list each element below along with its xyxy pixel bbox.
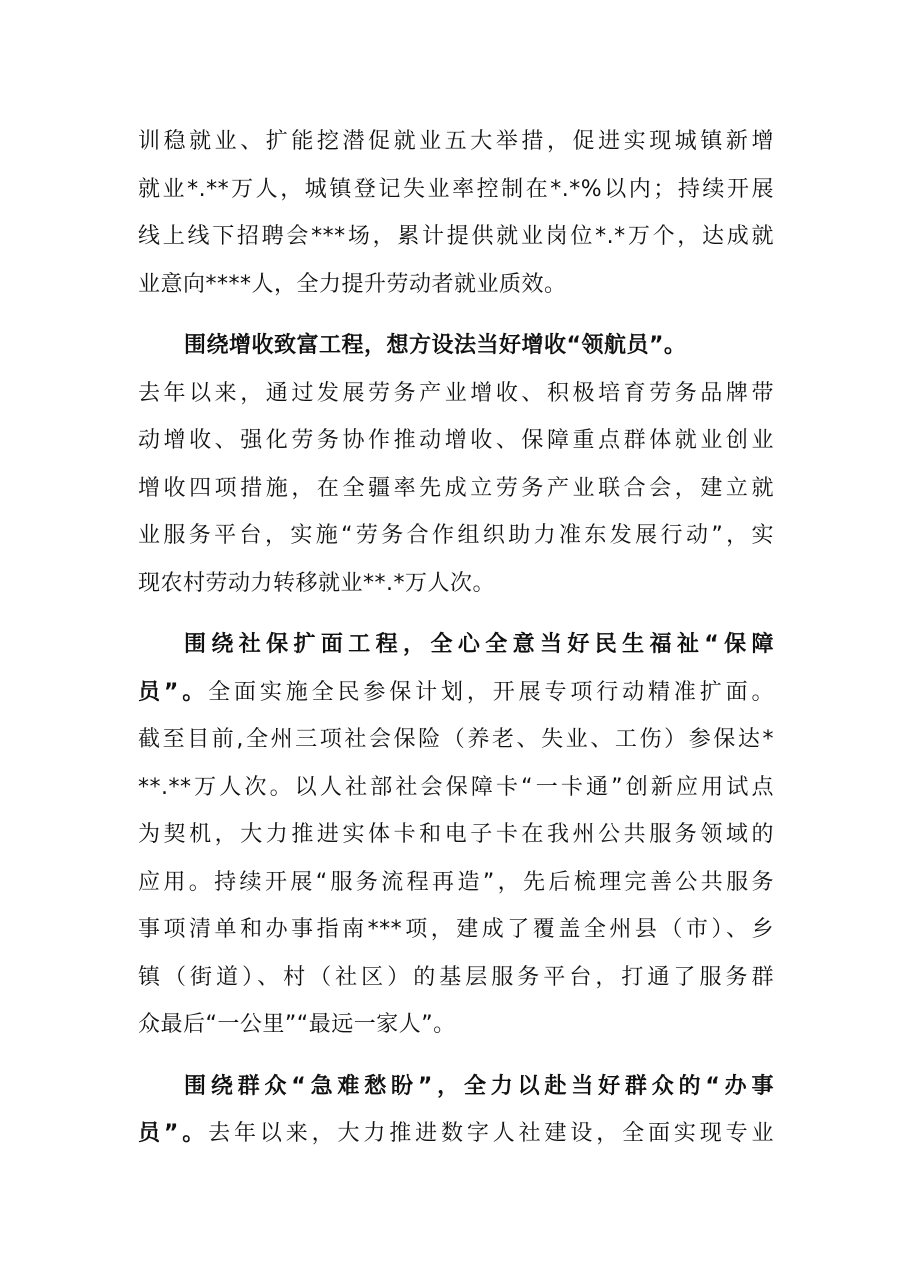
line-text: 为契机，大力推进实体卡和电子卡在我州公共服务领域的 bbox=[138, 822, 774, 847]
paragraph bbox=[138, 621, 774, 1049]
text-line bbox=[138, 1001, 774, 1049]
line-text: 镇（街道）、村（社区）的基层服务平台，打通了服务群 bbox=[138, 964, 774, 990]
text-line bbox=[138, 906, 774, 954]
text-line bbox=[138, 1110, 774, 1158]
paragraph bbox=[138, 1063, 774, 1158]
text-line bbox=[138, 370, 774, 418]
line-text: 业意向****人，全力提升劳动者就业质效。 bbox=[138, 271, 567, 297]
heading-line bbox=[138, 322, 774, 370]
heading-line bbox=[138, 1063, 774, 1111]
line-text: 全面实施全民参保计划，开展专项行动精准扩面。 bbox=[208, 679, 774, 705]
text-line bbox=[138, 166, 774, 214]
section-heading: 围绕群众“急难愁盼”，全力以赴当好群众的“办事 bbox=[184, 1073, 774, 1099]
section-heading: 围绕社保扩面工程，全心全意当好民生福祉“保障 bbox=[184, 632, 774, 657]
text-line bbox=[138, 669, 774, 717]
text-line bbox=[138, 764, 774, 812]
section-heading-end: 员”。 bbox=[138, 679, 209, 705]
line-text: 增收四项措施，在全疆率先成立劳务产业联合会，建立就 bbox=[138, 475, 774, 501]
text-line bbox=[138, 261, 774, 309]
section-heading-end: 员”。 bbox=[138, 1121, 209, 1146]
line-text: **.**万人次。以人社部社会保障卡“一卡通”创新应用试点 bbox=[138, 774, 774, 800]
document-page bbox=[138, 118, 774, 1158]
line-text: 现农村劳动力转移就业**.*万人次。 bbox=[138, 570, 495, 596]
text-line bbox=[138, 213, 774, 261]
line-text: 截至目前,全州三项社会保险（养老、失业、工伤）参保达* bbox=[138, 727, 774, 752]
paragraph-gap bbox=[138, 1049, 774, 1063]
line-text: 去年以来，通过发展劳务产业增收、积极培育劳务品牌带 bbox=[138, 380, 774, 406]
paragraph-gap bbox=[138, 607, 774, 621]
heading-line bbox=[138, 621, 774, 669]
line-text: 众最后“一公里”“最远一家人”。 bbox=[138, 1012, 456, 1037]
text-line bbox=[138, 859, 774, 907]
line-text: 训稳就业、扩能挖潜促就业五大举措，促进实现城镇新增 bbox=[138, 129, 774, 154]
text-line bbox=[138, 417, 774, 465]
line-text: 线上线下招聘会***场，累计提供就业岗位*.*万个，达成就 bbox=[138, 224, 774, 249]
line-text: 就业*.**万人，城镇登记失业率控制在*.*%以内；持续开展 bbox=[138, 176, 774, 202]
paragraph bbox=[138, 322, 774, 607]
line-text: 业服务平台，实施“劳务合作组织助力准东发展行动”，实 bbox=[138, 523, 774, 548]
text-line bbox=[138, 512, 774, 560]
text-line bbox=[138, 560, 774, 608]
paragraph-gap bbox=[138, 308, 774, 322]
text-line bbox=[138, 118, 774, 166]
text-line bbox=[138, 811, 774, 859]
section-heading: 围绕增收致富工程，想方设法当好增收“领航员”。 bbox=[184, 333, 687, 358]
text-line bbox=[138, 465, 774, 513]
text-line bbox=[138, 716, 774, 764]
line-text: 去年以来，大力推进数字人社建设，全面实现专业 bbox=[208, 1121, 774, 1146]
line-text: 动增收、强化劳务协作推动增收、保障重点群体就业创业 bbox=[138, 428, 774, 453]
line-text: 事项清单和办事指南***项，建成了覆盖全州县（市）、乡 bbox=[138, 917, 774, 942]
paragraph bbox=[138, 118, 774, 308]
line-text: 应用。持续开展“服务流程再造”，先后梳理完善公共服务 bbox=[138, 869, 774, 895]
text-line bbox=[138, 954, 774, 1002]
